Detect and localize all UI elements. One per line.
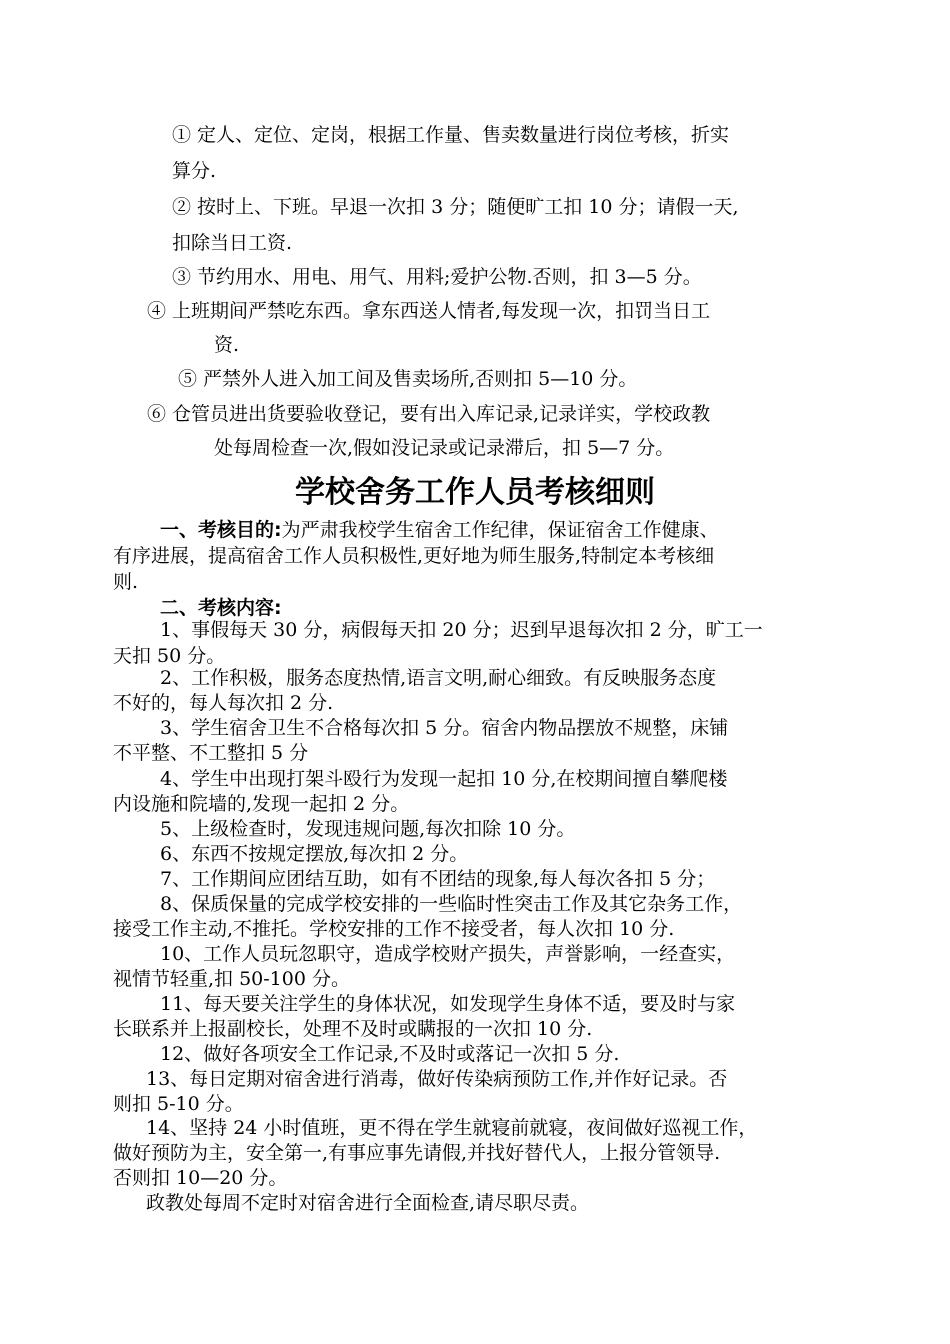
- document-title: 学校舍务工作人员考核细则: [295, 475, 655, 510]
- rule-12: 12、做好各项安全工作记录,不及时或落记一次扣 5 分.: [160, 1043, 620, 1065]
- rule-11-line-1: 11、每天要关注学生的身体状况，如发现学生身体不适，要及时与家: [160, 993, 736, 1015]
- rule-10-line-2: 视情节轻重,扣 50-100 分。: [113, 968, 350, 990]
- rule-14-line-3: 否则扣 10—20 分。: [113, 1167, 288, 1189]
- item-5-line-1: ⑤ 严禁外人进入加工间及售卖场所,否则扣 5—10 分。: [178, 368, 638, 390]
- rule-13-line-2: 则扣 5-10 分。: [113, 1093, 244, 1115]
- rule-14-line-1: 14、坚持 24 小时值班，更不得在学生就寝前就寝，夜间做好巡视工作，: [146, 1117, 758, 1139]
- rule-11-line-2: 长联系并上报副校长，处理不及时或瞒报的一次扣 10 分.: [113, 1018, 593, 1040]
- rule-2-line-2: 不好的，每人每次扣 2 分.: [113, 692, 334, 714]
- item-4-line-1: ④ 上班期间严禁吃东西。拿东西送人情者,每发现一次，扣罚当日工: [147, 300, 711, 322]
- item-3-line-1: ③ 节约用水、用电、用气、用料;爱护公物.否则，扣 3—5 分。: [172, 266, 702, 288]
- rule-3-line-2: 不平整、不工整扣 5 分: [113, 742, 309, 764]
- rule-13-line-1: 13、每日定期对宿舍进行消毒，做好传染病预防工作,并作好记录。否: [146, 1068, 728, 1090]
- item-1-line-1: ① 定人、定位、定岗，根据工作量、售卖数量进行岗位考核，折实: [172, 124, 730, 146]
- rule-6: 6、东西不按规定摆放,每次扣 2 分。: [160, 843, 469, 865]
- section-1-line-1: [160, 517, 719, 543]
- item-4-line-2: 资.: [214, 334, 240, 356]
- section-1-text: 为严肃我校学生宿舍工作纪律，保证宿舍工作健康、: [281, 519, 719, 541]
- rule-8-line-1: 8、保质保量的完成学校安排的一些临时性突击工作及其它杂务工作，: [160, 893, 743, 915]
- item-2-line-2: 扣除当日工资.: [172, 232, 293, 254]
- rule-14-line-2: 做好预防为主，安全第一,有事应事先请假,并找好替代人，上报分管领导.: [113, 1142, 721, 1164]
- rule-1-line-1: 1、事假每天 30 分，病假每天扣 20 分；迟到早退每次扣 2 分，旷工一: [160, 619, 763, 641]
- section-2-heading: 二、考核内容:: [160, 597, 282, 619]
- rule-3-line-1: 3、学生宿舍卫生不合格每次扣 5 分。宿舍内物品摆放不规整，床铺: [160, 717, 729, 739]
- rule-1-line-2: 天扣 50 分。: [113, 645, 226, 667]
- section-1-heading: 一、考核目的:: [160, 519, 282, 541]
- item-2-line-1: ② 按时上、下班。早退一次扣 3 分；随便旷工扣 10 分；请假一天,: [172, 196, 739, 218]
- item-6-line-2: 处每周检查一次,假如没记录或记录滞后，扣 5—7 分。: [214, 437, 675, 459]
- item-1-line-2: 算分.: [172, 160, 217, 182]
- rule-7: 7、工作期间应团结互助，如有不团结的现象,每人每次各扣 5 分；: [160, 868, 716, 890]
- section-1-line-3: 则.: [113, 571, 139, 593]
- rule-10-line-1: 10、工作人员玩忽职守，造成学校财产损失，声誉影响，一经查实，: [160, 943, 736, 965]
- rule-4-line-2: 内设施和院墙的,发现一起扣 2 分。: [113, 793, 410, 815]
- rule-2-line-1: 2、工作积极，服务态度热情,语言文明,耐心细致。有反映服务态度: [160, 667, 717, 689]
- closing-statement: 政教处每周不定时对宿舍进行全面检查,请尽职尽责。: [146, 1192, 590, 1214]
- rule-8-line-2: 接受工作主动,不推托。学校安排的工作不接受者，每人次扣 10 分.: [113, 918, 675, 940]
- item-6-line-1: ⑥ 仓管员进出货要验收登记，要有出入库记录,记录详实，学校政教: [147, 403, 711, 425]
- rule-5: 5、上级检查时，发现违规问题,每次扣除 10 分。: [160, 818, 576, 840]
- section-1-line-2: 有序进展，提高宿舍工作人员积极性,更好地为师生服务,特制定本考核细: [113, 545, 715, 567]
- rule-4-line-1: 4、学生中出现打架斗殴行为发现一起扣 10 分,在校期间擅自攀爬楼: [160, 768, 728, 790]
